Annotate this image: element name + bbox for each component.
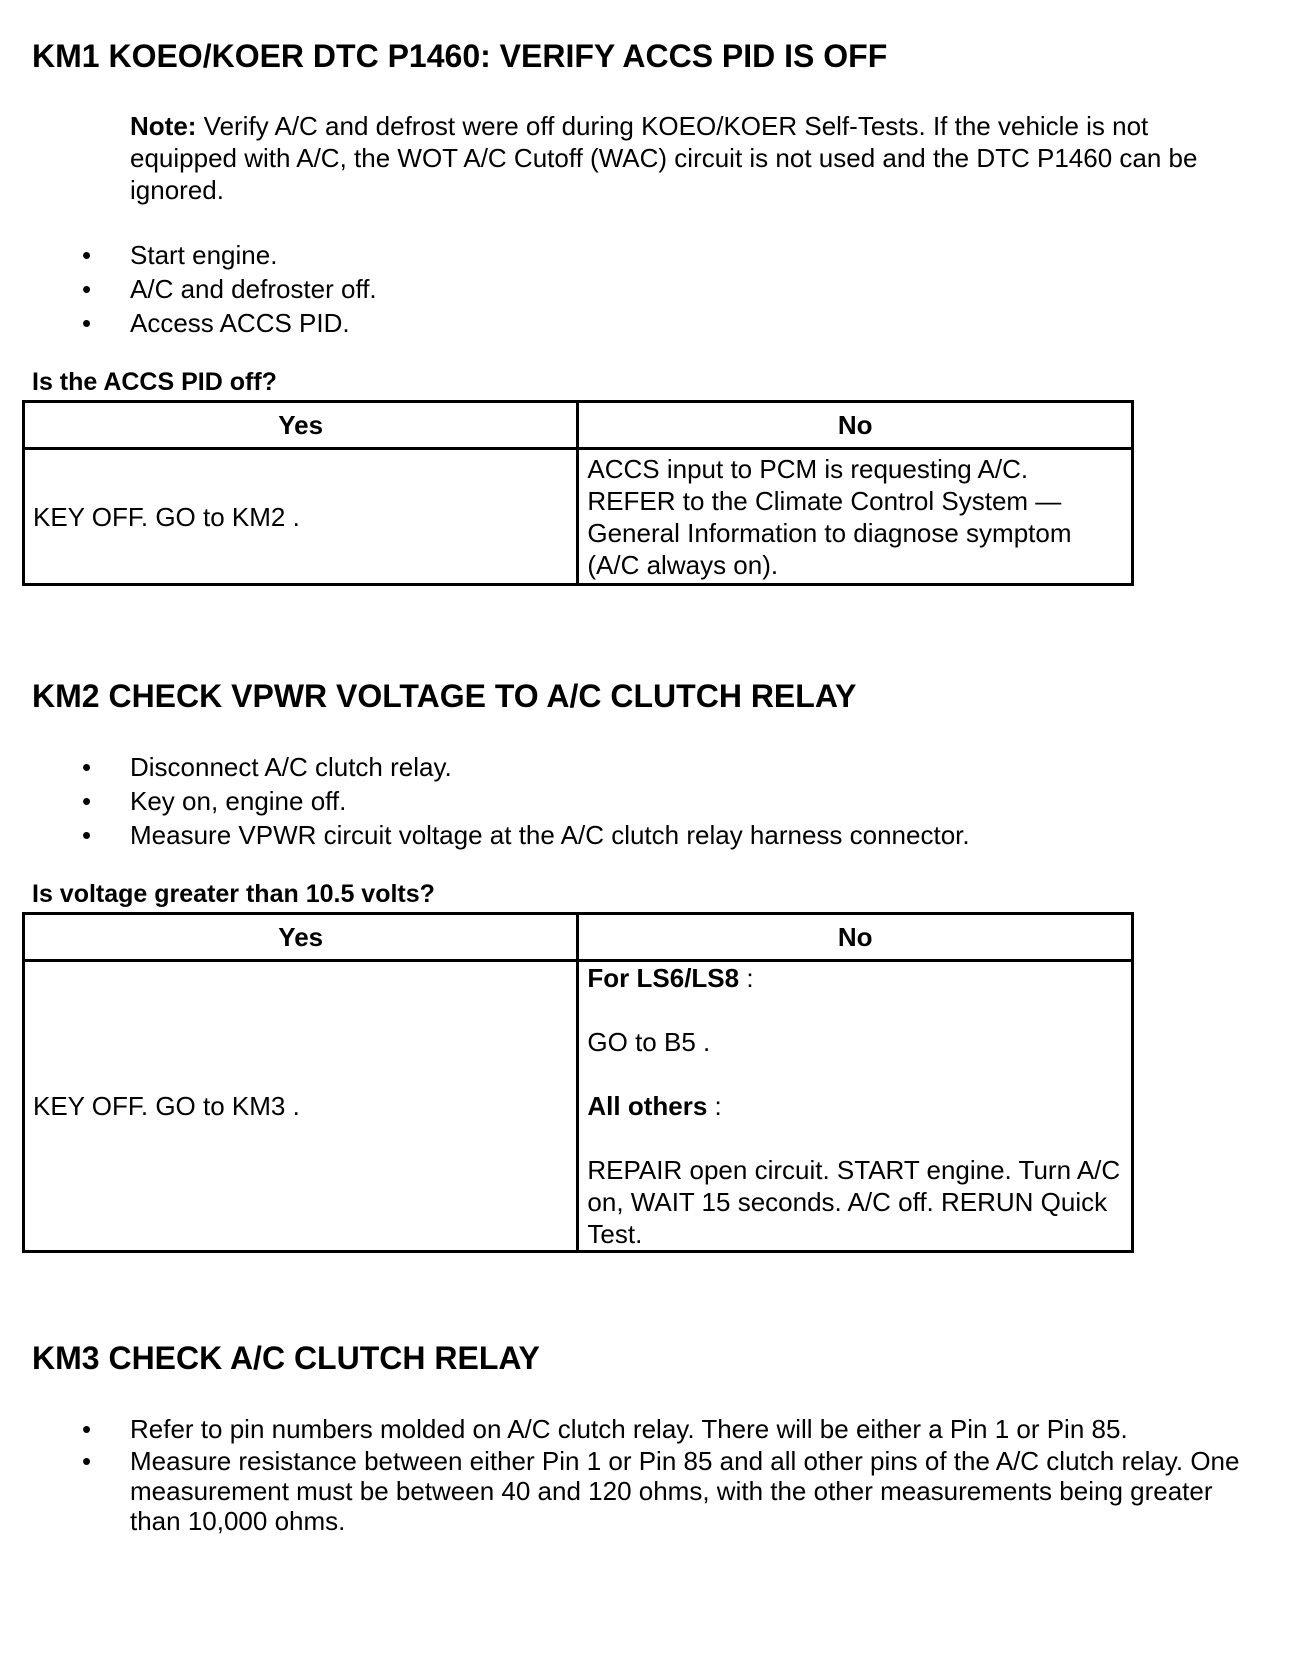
- bullet-icon: •: [82, 752, 92, 782]
- no-header: No: [578, 914, 1133, 961]
- yes-cell: KEY OFF. GO to KM3 .: [24, 961, 578, 1252]
- list-item: • Measure VPWR circuit voltage at the A/C clutch relay harness connector.: [82, 820, 970, 850]
- no-cell-line: For LS6/LS8 :: [587, 963, 754, 993]
- km1-note: [130, 110, 1240, 206]
- list-item: • A/C and defroster off.: [82, 274, 377, 304]
- yes-header: Yes: [24, 914, 578, 961]
- km2-bullet-list: [0, 750, 1240, 852]
- bullet-icon: •: [82, 240, 92, 270]
- table-row: [24, 961, 1133, 1252]
- bullet-icon: •: [82, 1414, 92, 1444]
- yes-cell: KEY OFF. GO to KM2 .: [24, 449, 578, 585]
- table-row: [24, 449, 1133, 585]
- km3-title: KM3 CHECK A/C CLUTCH RELAY: [32, 1340, 540, 1376]
- table-header-row: [24, 914, 1133, 961]
- no-cell-line: All others :: [587, 1091, 722, 1121]
- km1-decision-table: [22, 400, 1134, 586]
- km1-question: Is the ACCS PID off?: [32, 368, 277, 396]
- bullet-icon: •: [82, 820, 92, 850]
- km2-decision-table: [22, 912, 1134, 1253]
- km2-title: KM2 CHECK VPWR VOLTAGE TO A/C CLUTCH RELAY: [32, 678, 857, 714]
- bullet-icon: •: [82, 786, 92, 816]
- bullet-icon: •: [82, 274, 92, 304]
- no-cell: ACCS input to PCM is requesting A/C. REFER to the Climate Control System — General Information to diagnose symptom (A/C always on).: [578, 449, 1133, 585]
- no-cell: [578, 961, 1133, 1252]
- km1-note-text: Verify A/C and defrost were off during KOEO/KOER Self-Tests. If the vehicle is not equipped with A/C, the WOT A/C Cutoff (WAC) circuit is not used and the DTC P1460 can be ignored.: [130, 111, 1198, 205]
- list-item: • Access ACCS PID.: [82, 308, 350, 338]
- list-item: • Key on, engine off.: [82, 786, 347, 816]
- bullet-icon: •: [82, 308, 92, 338]
- list-item: • Refer to pin numbers molded on A/C clutch relay. There will be either a Pin 1 or Pin 85.: [82, 1414, 1128, 1444]
- no-cell-line: REPAIR open circuit. START engine. Turn A/C on, WAIT 15 seconds. A/C off. RERUN Quick Test.: [587, 1155, 1121, 1249]
- km1-note-label: Note:: [130, 111, 197, 141]
- no-cell-content: [587, 962, 1123, 1250]
- condition-label: For LS6/LS8: [587, 963, 740, 993]
- bullet-icon: •: [82, 1446, 92, 1476]
- list-item: • Disconnect A/C clutch relay.: [82, 752, 452, 782]
- km2-question: Is voltage greater than 10.5 volts?: [32, 880, 435, 908]
- km1-bullet-list: [0, 238, 1240, 340]
- list-item: • Measure resistance between either Pin 1 or Pin 85 and all other pins of the A/C clutch relay. One measurement must be between 40 and 120 ohms, with the other measurements being greater than 10,000 ohms.: [82, 1446, 1240, 1536]
- list-item: • Start engine.: [82, 240, 278, 270]
- km1-title: KM1 KOEO/KOER DTC P1460: VERIFY ACCS PID IS OFF: [32, 38, 888, 74]
- no-cell-line: GO to B5 .: [587, 1027, 711, 1057]
- km3-bullet-list: [0, 1412, 1240, 1536]
- table-header-row: [24, 402, 1133, 449]
- yes-header: Yes: [24, 402, 578, 449]
- condition-label: All others: [587, 1091, 708, 1121]
- no-header: No: [578, 402, 1133, 449]
